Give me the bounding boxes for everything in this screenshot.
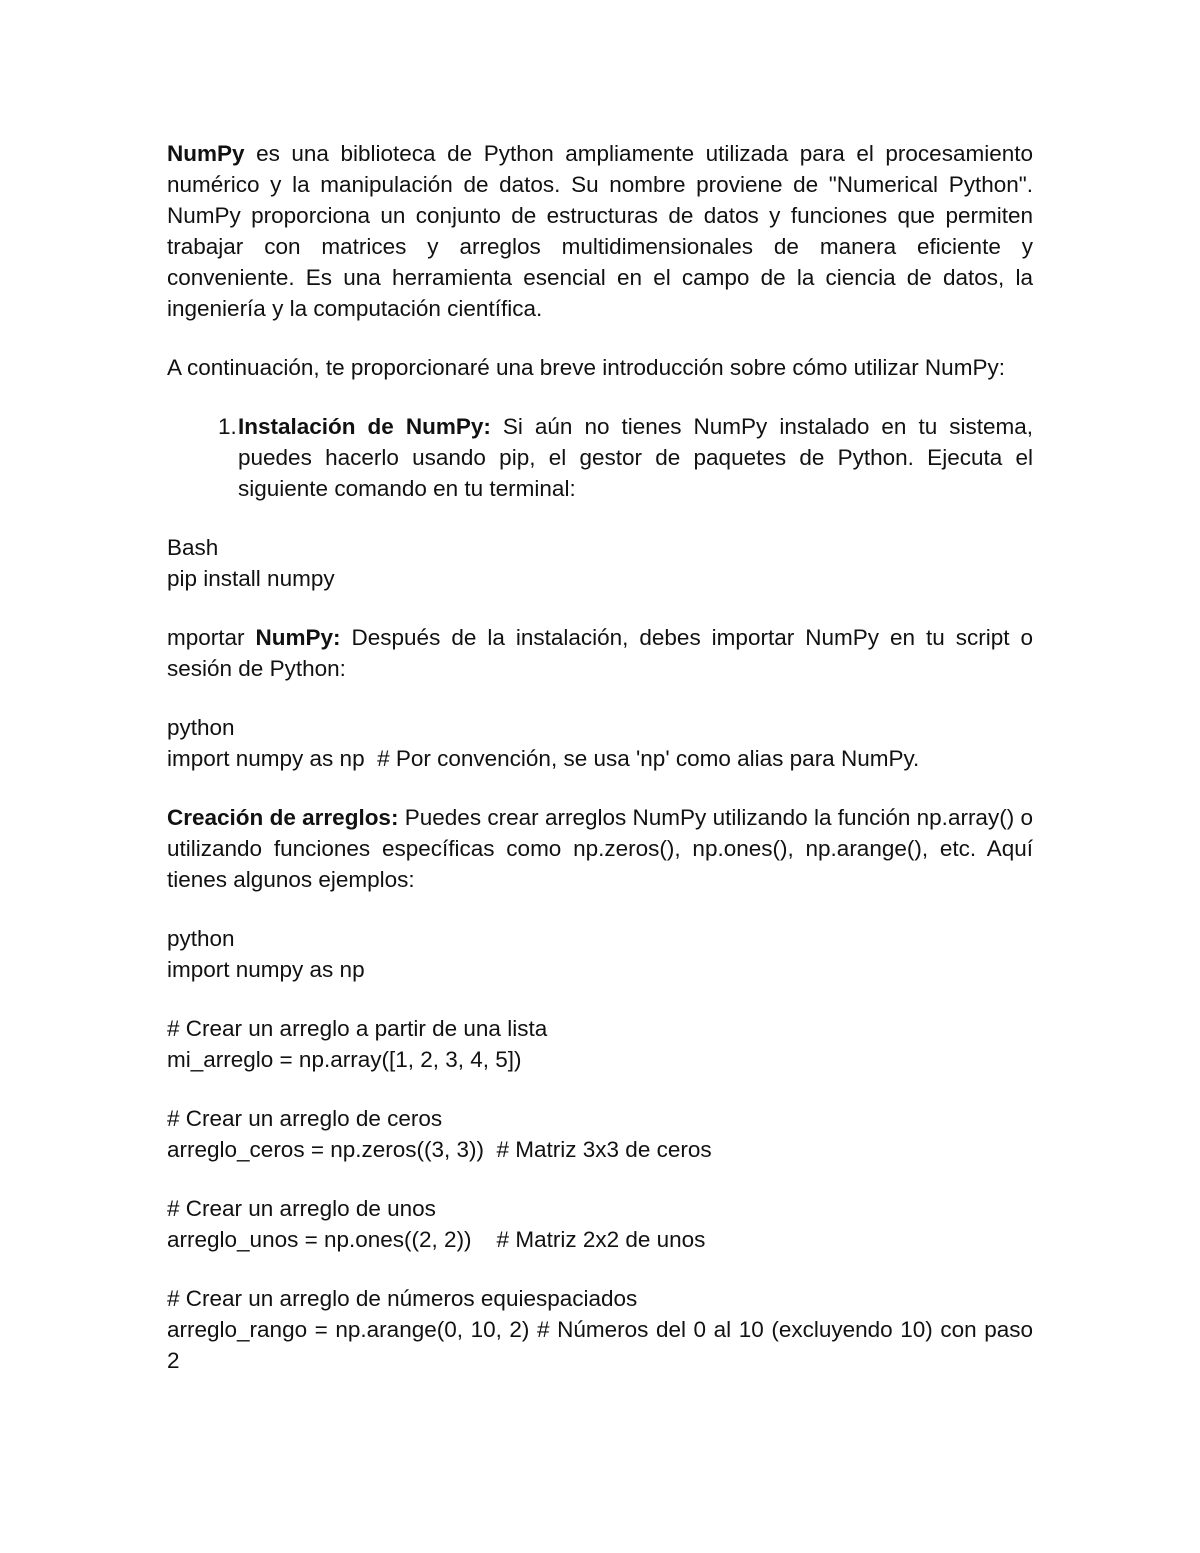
code-import-line: import numpy as np # Por convención, se usa 'np' como alias para NumPy. [167,746,920,771]
code-install-lang: Bash [167,535,219,560]
step3-bold: Creación de arreglos: [167,805,399,830]
step2-bold: NumPy: [255,625,341,650]
code-line-arange: arreglo_rango = np.arange(0, 10, 2) # Números del 0 al 10 (excluyendo 10) con paso 2 [167,1317,1033,1373]
intro-bold-term: NumPy [167,141,245,166]
code-comment-arange: # Crear un arreglo de números equiespaciados [167,1286,638,1311]
code-line-ones: arreglo_unos = np.ones((2, 2)) # Matriz 2x2 de unos [167,1227,706,1252]
document-page [167,138,1033,1376]
step2-prefix: mportar [167,625,256,650]
code-line-list: mi_arreglo = np.array([1, 2, 3, 4, 5]) [167,1047,522,1072]
step3-text: Puedes crear arreglos NumPy utilizando la función np.array() o utilizando funciones específicas como np.zeros(), np.ones(), np.arange(), etc. Aquí tienes algunos ejemplos: [167,805,1034,892]
list-number: 1. [218,414,237,439]
code-comment-list: # Crear un arreglo a partir de una lista [167,1016,548,1041]
step1-bold: Instalación de NumPy: [238,414,491,439]
code-import-lang: python [167,715,235,740]
code-examples-import: import numpy as np [167,957,365,982]
intro-text: es una biblioteca de Python ampliamente utilizada para el procesamiento numérico y la manipulación de datos. Su nombre proviene de "Numerical Python". NumPy proporciona un conjunto de estructuras de datos y funciones que permiten trabajar con matrices y arreglos multidimensionales de manera eficiente y conveniente. Es una herramienta esencial en el campo de la ciencia de datos, la ingeniería y la computación científica. [167,141,1033,321]
code-install-line: pip install numpy [167,566,335,591]
creation-paragraph [167,802,1033,895]
import-paragraph [167,622,1033,684]
step2-text: Después de la instalación, debes importar NumPy en tu script o sesión de Python: [167,625,1033,681]
code-comment-zeros: # Crear un arreglo de ceros [167,1106,443,1131]
lead-paragraph: A continuación, te proporcionaré una breve introducción sobre cómo utilizar NumPy: [167,355,1005,380]
step1-text: Si aún no tienes NumPy instalado en tu sistema, puedes hacerlo usando pip, el gestor de paquetes de Python. Ejecuta el siguiente comando en tu terminal: [238,414,1033,501]
code-comment-ones: # Crear un arreglo de unos [167,1196,436,1221]
intro-paragraph [167,138,1033,324]
list-item-installation [167,411,1033,504]
code-examples-lang: python [167,926,235,951]
code-line-zeros: arreglo_ceros = np.zeros((3, 3)) # Matriz 3x3 de ceros [167,1137,712,1162]
list-item-text [238,411,1033,504]
